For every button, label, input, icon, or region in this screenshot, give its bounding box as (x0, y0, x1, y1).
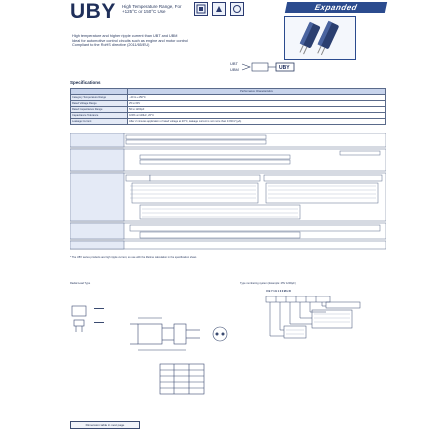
spec-header: Performance Characteristics (128, 89, 386, 95)
spec-label: Leakage Current (71, 119, 128, 125)
relation-series-c: UBY (279, 65, 290, 71)
numbering-title: Type numbering system (Example: 25V 1200µF) (240, 282, 296, 285)
relation-series-a: UBT (230, 61, 238, 66)
dimension-table-link[interactable]: Dimension table in next page (70, 421, 140, 429)
spec-value: 56 to 1200µF (128, 107, 386, 113)
spec-value: After 2 minutes application of rated voltage at 20°C, leakage current is not more than 0.03CV (µA) (128, 119, 386, 125)
feature-item: High temperature and higher ripple current than UBT and UBM (72, 34, 178, 38)
series-subtitle: High Temperature Range, For +125°C or 150°C Use (122, 4, 182, 14)
capacitor-image (284, 16, 354, 58)
series-name: UBY (70, 0, 116, 23)
features-list (72, 34, 232, 48)
relation-series-b: UBM (230, 67, 239, 72)
rohs-icon (230, 2, 244, 16)
feature-item: Ideal for automotive control circuits such as engine and motor control (72, 38, 188, 43)
type-code: UBY1E122MHD (266, 290, 292, 293)
long-life-icon (212, 2, 226, 16)
drawing-title: Radial Lead Type (70, 282, 91, 285)
radial-lead-drawing (70, 288, 250, 398)
spec-label: Capacitance Tolerance (71, 113, 128, 119)
spec-value: −40 to +150°C (128, 95, 386, 101)
spec-value: ±20% at 120Hz, 20°C (128, 113, 386, 119)
spec-table-lower (70, 133, 386, 251)
spec-label: Rated Capacitance Range (71, 107, 128, 113)
certification-icons (194, 0, 250, 26)
spec-table (70, 88, 386, 125)
feature-item: Compliant to the RoHS directive (2011/65/EU) (72, 43, 150, 48)
spec-label: Rated Voltage Range (71, 101, 128, 107)
spec-value: 25 to 63V (128, 101, 386, 107)
footer-note: * The UBY series products are high ripple current, so use with the lifetime calculation in the specification sheet. (70, 256, 197, 259)
expanded-badge: Expanded (285, 2, 387, 13)
series-relation-diagram (228, 60, 318, 74)
high-temp-icon (194, 2, 208, 16)
spec-label: Category Temperature Range (71, 95, 128, 101)
numbering-diagram (262, 296, 372, 340)
specifications-title: Specifications (70, 80, 101, 85)
